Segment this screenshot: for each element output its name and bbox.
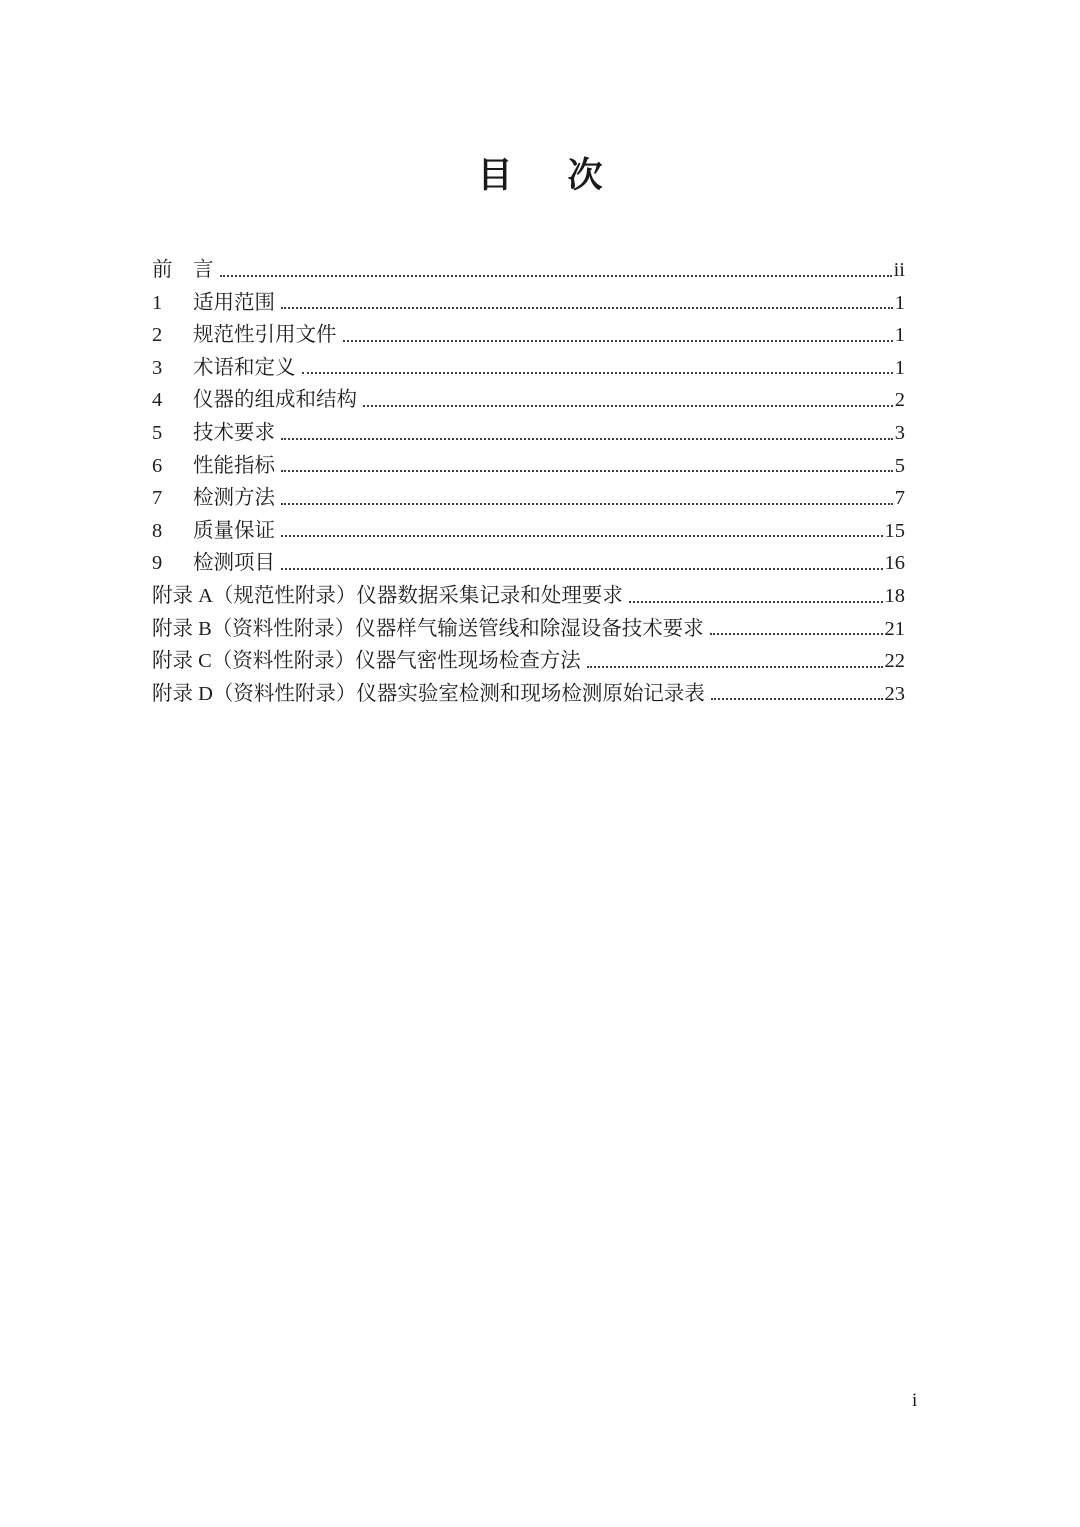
toc-entry-page: 18 (884, 584, 905, 607)
toc-entry-label: 质量保证 (193, 519, 275, 542)
toc-entry-page: 15 (884, 519, 905, 542)
toc-entry-label: 仪器的组成和结构 (193, 389, 357, 412)
toc-entry (152, 511, 905, 544)
toc-entry-label: 适用范围 (193, 291, 275, 314)
toc-entry-page: 3 (894, 422, 905, 444)
toc-entry-label: 检测方法 (193, 487, 275, 510)
toc-entry (152, 446, 905, 479)
toc-entry (152, 380, 905, 413)
toc-entry (152, 283, 905, 316)
toc-entry-page: 16 (884, 552, 905, 575)
toc-entry-number: 2 (152, 324, 163, 347)
toc-entry-number: 3 (152, 356, 163, 379)
toc-entry (152, 576, 905, 609)
toc-entry (152, 413, 905, 446)
toc-entry-number: 6 (152, 454, 163, 477)
toc-entry-label: 附录 A（规范性附录）仪器数据采集记录和处理要求 (152, 584, 623, 607)
toc-entry-label: 术语和定义 (193, 356, 296, 379)
toc-entry-number: 8 (152, 519, 163, 542)
toc-entry (152, 674, 905, 707)
toc-dot-leader (711, 698, 883, 700)
toc-dot-leader (281, 535, 883, 537)
toc-entry-number: 1 (152, 291, 163, 314)
toc-entry-page: 1 (894, 324, 905, 347)
toc-entry-label: 规范性引用文件 (193, 324, 337, 347)
toc-dot-leader (281, 568, 883, 570)
toc-dot-leader (302, 372, 893, 374)
toc-entry (152, 250, 905, 283)
toc-entry-label: 技术要求 (193, 422, 275, 444)
page-title: 目 次 (477, 156, 613, 195)
toc-entry-number: 5 (152, 422, 163, 444)
toc-dot-leader (281, 503, 893, 505)
toc-entry (152, 609, 905, 642)
toc-entry-page: 7 (894, 487, 905, 510)
toc-entry-label: 附录 C（资料性附录）仪器气密性现场检查方法 (152, 650, 581, 673)
page-number: i (912, 1390, 918, 1411)
toc-dot-leader (343, 340, 893, 342)
toc-entry (152, 543, 905, 576)
toc-dot-leader (629, 601, 883, 603)
toc-entry-label: 检测项目 (193, 552, 275, 575)
toc-dot-leader (220, 275, 892, 277)
toc-dot-leader (281, 307, 893, 309)
toc-entry (152, 348, 905, 381)
toc-entry-label: 性能指标 (193, 454, 275, 477)
toc-entry (152, 478, 905, 511)
toc-entry-label: 附录 B（资料性附录）仪器样气输送管线和除湿设备技术要求 (152, 617, 704, 640)
toc-entry (152, 315, 905, 348)
toc-entry-number: 7 (152, 487, 163, 510)
toc-entry-page: 22 (884, 650, 905, 673)
toc-entry-page: 5 (894, 454, 905, 477)
toc-entry (152, 641, 905, 674)
toc-list (152, 250, 905, 706)
toc-entry-page: 1 (894, 356, 905, 379)
toc-dot-leader (710, 633, 883, 635)
toc-dot-leader (587, 666, 883, 668)
toc-entry-number: 9 (152, 552, 163, 575)
toc-entry-page: ii (893, 259, 905, 282)
toc-dot-leader (281, 438, 893, 440)
toc-dot-leader (363, 405, 893, 407)
toc-entry-page: 2 (894, 389, 905, 412)
toc-entry-label: 言 (193, 259, 214, 282)
toc-entry-label: 附录 D（资料性附录）仪器实验室检测和现场检测原始记录表 (152, 682, 705, 705)
toc-entry-number: 前 (152, 259, 173, 282)
toc-entry-number: 4 (152, 389, 163, 412)
toc-entry-page: 21 (884, 617, 905, 640)
toc-dot-leader (281, 470, 893, 472)
toc-entry-page: 1 (894, 291, 905, 314)
toc-entry-page: 23 (884, 682, 905, 705)
